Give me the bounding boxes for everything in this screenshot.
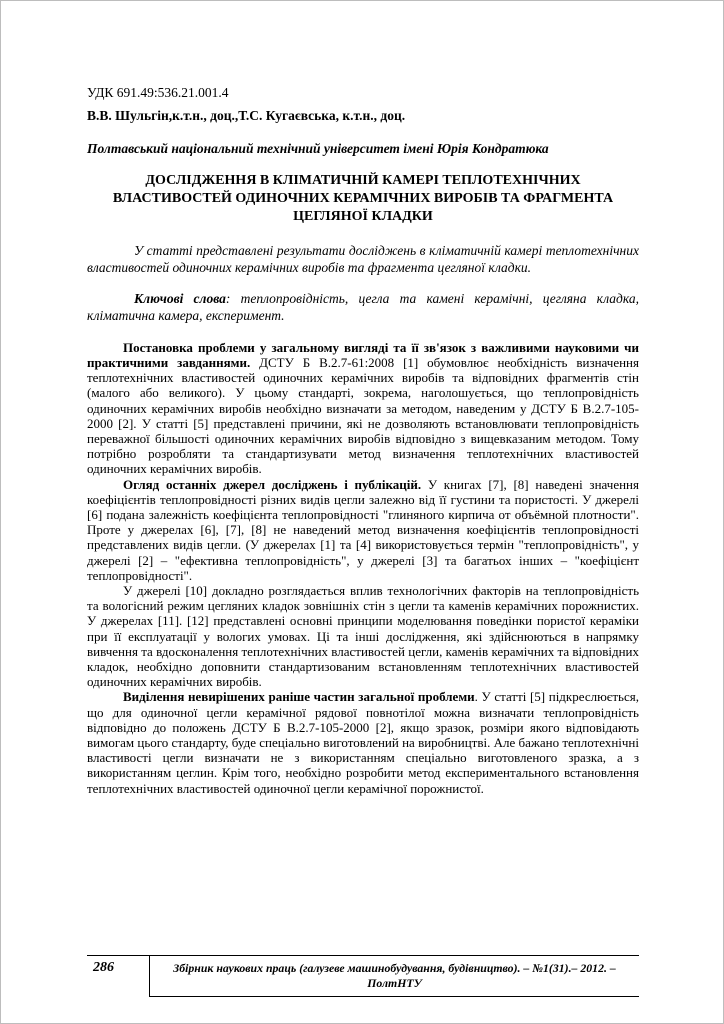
udc-code: УДК 691.49:536.21.001.4 bbox=[87, 85, 229, 100]
keywords-line bbox=[87, 290, 639, 325]
paragraph-unsolved-parts bbox=[87, 689, 639, 795]
paragraph-text: ДСТУ Б В.2.7-61:2008 [1] обумовлює необхідність визначення теплотехнічних властивостей одиночних керамічних виробів та відповідних фрагментів стін (малого або великого). У цьому стандарті, зокрема, наголошується, що теплопровідність одиночних керамічних виробів необхідно визначати за методом, наведеним у ДСТУ Б В.2.7-105-2000 [2]. У статті [5] представлені причини, які не дозволяють встановлювати теплопровідність переважної більшості одиночних керамічних виробів відповідно з вищевказаним методом. Тому потрібно розробляти та стандартизувати метод визначення теплотехнічних властивостей одиночних керамічних виробів. bbox=[87, 354, 639, 477]
article-title: ДОСЛІДЖЕННЯ В КЛІМАТИЧНІЙ КАМЕРІ ТЕПЛОТЕХНІЧНИХ ВЛАСТИВОСТЕЙ ОДИНОЧНИХ КЕРАМІЧНИХ ВИРОБІВ ТА ФРАГМЕНТА ЦЕГЛЯНОЇ КЛАДКИ bbox=[112, 173, 614, 225]
abstract: У статті представлені результати досліджень в кліматичній камері теплотехнічних властивостей одиночних керамічних виробів та фрагмента цегляної кладки. bbox=[87, 242, 639, 276]
paragraph-text: У джерелі [10] докладно розглядається вплив технологічних факторів на теплопровідність та вологісний режим цегляних кладок зовнішніх стін з цегли та каменів керамічних порожнистих. У джерелах [11]. [12] представлені основні принципи моделювання поведінки пористої кераміки при її експлуатації у вологих умовах. Ці та інші дослідження, які здійснюються в напрямку вивчення та вдосконалення теплотехнічних властивостей цегли, каменів керамічних та відповідних кладок, необхідно доповнити стандартизованим встановленням теплотехнічних властивостей одиночних керамічних виробів. bbox=[87, 583, 639, 690]
paragraph-lead: Постановка проблеми у загальному вигляді та її зв'язок з важливими науковими чи практичними завданнями. bbox=[87, 339, 639, 370]
paragraph-sources-continued bbox=[87, 583, 639, 689]
affiliation: Полтавський національний технічний університет імені Юрія Кондратюка bbox=[87, 141, 549, 156]
paragraph-sources-review bbox=[87, 477, 639, 583]
paragraph-text: . У статті [5] підкреслюється, що для одиночної цегли керамічної рядової повнотілої можна визначати теплопровідність відповідно до положень ДСТУ Б В.2.7-105-2000 [2], якщо зразок, розміри якого відповідають вимогам цього стандарту, буде спеціально виготовлений на виробництві. Але бажано теплотехнічні властивості цегли визначати не з використанням спеціально виготовленого зразка, а з використанням цеглин. Крім того, необхідно розробити метод експериментального встановлення теплотехнічних властивостей одиночної цегли керамічної порожнистої. bbox=[87, 689, 640, 796]
page-number: 286 bbox=[93, 960, 114, 975]
keywords-label: Ключові слова bbox=[134, 290, 226, 306]
journal-citation: Збірник наукових праць (галузеве машинобудування, будівництво). – №1(31).– 2012. – ПолтНТУ bbox=[149, 956, 639, 997]
paragraph-text: У книгах [7], [8] наведені значення коефіцієнтів теплопровідності різних видів цегли залежно від її густини та пористості. У джерелі [6] подана залежність коефіцієнта теплопровідності "глиняного кирпича от объёмной плотности". Проте у джерелах [6], [7], [8] не наведений метод визначення коефіцієнтів теплопровідності представлених видів цегли. (У джерелах [1] та [4] використовується термін "теплопровідність", у джерелі [2] – "ефективна теплопровідність", у джерелі [3] та багатьох інших – "коефіцієнт теплопровідності". bbox=[87, 476, 639, 583]
paragraph-lead: Виділення невирішених раніше частин загальної проблеми bbox=[123, 689, 475, 705]
paragraph-lead: Огляд останніх джерел досліджень і публікацій. bbox=[123, 476, 428, 492]
paragraph-problem-statement bbox=[87, 340, 639, 477]
page-footer bbox=[87, 955, 639, 997]
authors-line: В.В. Шульгін,к.т.н., доц.,Т.С. Кугаєвська, к.т.н., доц. bbox=[87, 108, 406, 123]
keywords-text: : теплопровідність, цегла та камені керамічні, цегляна кладка, кліматична камера, експеримент. bbox=[87, 290, 639, 324]
